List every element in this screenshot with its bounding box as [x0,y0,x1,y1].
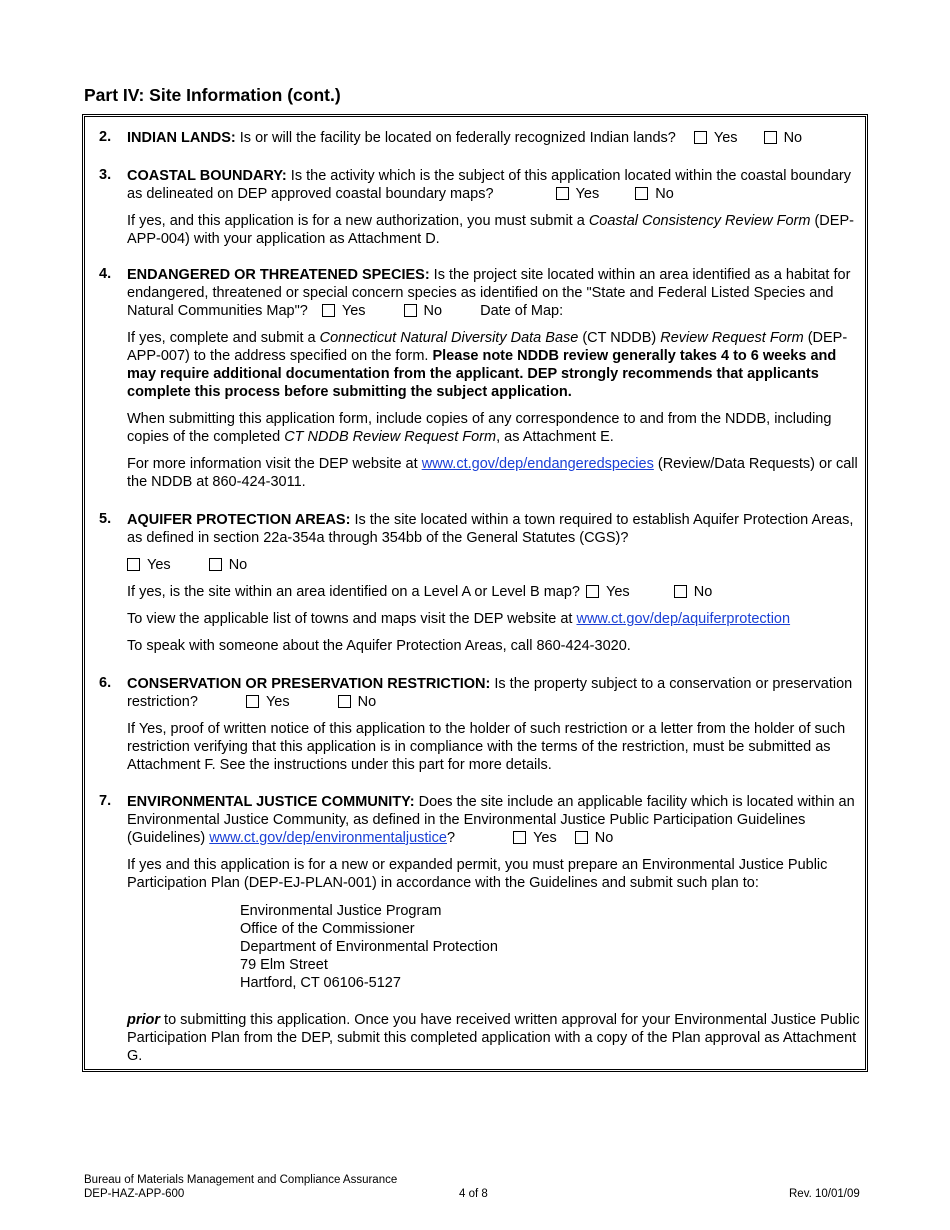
bureau-name: Bureau of Materials Management and Compliance Assurance [84,1174,398,1186]
question-number: 7. [99,793,112,809]
q5-contact: To speak with someone about the Aquifer Protection Areas, call 860-424-3020. [127,638,631,654]
level-map-question: If yes, is the site within an area identified on a Level A or Level B map? [127,584,580,600]
checkbox-icon[interactable] [322,304,335,317]
q4-yes-option[interactable]: Yes [322,302,366,320]
q6-no-option[interactable]: No [338,693,377,711]
footer-left [84,1173,397,1201]
q3-instructions: If yes, and this application is for a new authorization, you must submit a Coastal Consistency Review Form (DEP-APP-004) with your application as Attachment D. [127,213,854,247]
checkbox-icon[interactable] [246,695,259,708]
question-number: 3. [99,167,112,183]
question-text: Is or will the facility be located on federally recognized Indian lands? [235,130,676,146]
checkbox-icon[interactable] [338,695,351,708]
site-information-frame: 2. INDIAN LANDS: Is or will the facility be located on federally recognized Indian lands? Yes No 3. COASTAL BOUNDARY: Is the activity which is the subject of this application located within the coastal boundary as delineated on DEP approved coastal boundary maps? Yes No If yes, and this application is for a new authorization, you must submit a Coastal Consistency Review Form (DEP-APP-004) with your application as Attachment D. 4. ENDANGERED OR THREATENED SPECIES: Is the project site located within an area identified as a habitat for endangered, threatened or special concern species as identified on the "State and Federal Listed Species and Natural Communities Map"? Yes No Date of Map: If yes, complete and submit a Connecticut Natural Diversity Data Base (CT NDDB) Review Request Form (DEP-APP-007) to the address specified on the form. Please note NDDB review generally takes 4 to 6 weeks and may require additional documentation from the applicant. DEP strongly recommends that applicants complete this process before submitting the subject application. When submitting this application form, include copies of any correspondence to and from the NDDB, including copies of the completed CT NDDB Review Request Form, as Attachment E. For more information visit the DEP website at www.ct.gov/dep/endangeredspecies (Review/Data Requests) or call the NDDB at 860-424-3011. 5. AQUIFER PROTECTION AREAS: Is the site located within a town required to establish Aquifer Protection Areas, as defined in section 22a-354a through 354bb of the General Statutes (CGS)? Yes No If yes, is the site within an area identified on a Level A or Level B map? Yes No To view the applicable list of towns and maps visit the DEP website at www.ct.gov/dep/aquiferprotection To speak with someone about the Aquifer Protection Areas, call 860-424-3020. 6. CONSERVATION OR PRESERVATION RESTRICTION: Is the property subject to a conservation or preservation restriction? Yes No If Yes, proof of written notice of this application to the holder of such restriction or a letter from the holder of such restriction verifying that this application is in compliance with the terms of the restriction, must be submitted as Attachment F. See the instructions under this part for more details. 7. ENVIRONMENTAL JUSTICE COMMUNITY: Does the site include an applicable facility which is located within an Environmental Justice Community, as defined in the Environmental Justice Public Participation Guidelines (Guidelines) www.ct.gov/dep/environmentaljustice? Yes No If yes and this application is for a new or expanded permit, you must prepare an Environmental Justice Public Participation Plan (DEP-EJ-PLAN-001) in accordance with the Guidelines and submit such plan to: Environmental Justice Program Office of the Commissioner Department of Environmental Protection 79 Elm Street Hartford, CT 06106-5127 prior to submitting this application. Once you have received written approval for your Environmental Justice Public Participation Plan from the DEP, submit this completed application with a copy of the Plan approval as Attachment G. [82,114,868,1072]
checkbox-icon[interactable] [575,831,588,844]
checkbox-icon[interactable] [694,131,707,144]
question-number: 6. [99,675,112,691]
checkbox-icon[interactable] [586,585,599,598]
address-line: Environmental Justice Program [240,903,442,919]
question-text: Is the project site located within an area identified as a habitat for endangered, threatened or special concern species as identified on the "State and Federal Listed Species and Natural Communities Map"? [127,267,851,319]
question-number: 2. [99,129,112,145]
question-heading: ENDANGERED OR THREATENED SPECIES: [127,267,430,283]
question-heading: INDIAN LANDS: [127,130,236,146]
q2-yes-option[interactable]: Yes [694,129,738,147]
address-line: Department of Environmental Protection [240,939,498,955]
q3-yes-option[interactable]: Yes [556,185,600,203]
q4-instructions: If yes, complete and submit a Connecticut Natural Diversity Data Base (CT NDDB) Review Request Form (DEP-APP-007) to the address specified on the form. Please note NDDB review generally takes 4 to 6 weeks and may require additional documentation from the applicant. DEP strongly recommends that applicants complete this process before submitting the subject application. [127,330,848,400]
checkbox-icon[interactable] [556,187,569,200]
checkbox-icon[interactable] [404,304,417,317]
address-line: 79 Elm Street [240,957,328,973]
revision-date: Rev. 10/01/09 [789,1188,860,1200]
q7-no-option[interactable]: No [575,829,614,847]
q5-no-option[interactable]: No [209,556,248,574]
page-number: 4 of 8 [459,1188,488,1200]
question-text: Is the activity which is the subject of this application located within the coastal boundary as delineated on DEP approved coastal boundary maps? [127,168,851,202]
address-line: Office of the Commissioner [240,921,415,937]
q6-instructions: If Yes, proof of written notice of this application to the holder of such restriction or a letter from the holder of such restriction verifying that this application is in compliance with the terms of the restriction, must be submitted as Attachment F. See the instructions under this part for more details. [127,721,846,773]
question-heading: CONSERVATION OR PRESERVATION RESTRICTION: [127,676,491,692]
checkbox-icon[interactable] [513,831,526,844]
aquifer-protection-link[interactable]: www.ct.gov/dep/aquiferprotection [576,611,791,627]
q7-prior-note: prior to submitting this application. Once you have received written approval for your Environmental Justice Public Participation Plan from the DEP, submit this completed application with a copy of the Plan approval as Attachment G. [127,1012,860,1064]
q7-yes-option[interactable]: Yes [513,829,557,847]
q5-yes-option[interactable]: Yes [127,556,171,574]
q5-level-no-option[interactable]: No [674,583,713,601]
q3-no-option[interactable]: No [635,185,674,203]
checkbox-icon[interactable] [127,558,140,571]
question-text: Is the property subject to a conservation or preservation restriction? [127,676,853,710]
question-heading: AQUIFER PROTECTION AREAS: [127,512,351,528]
mailing-address [240,902,865,992]
q2-no-option[interactable]: No [764,129,803,147]
checkbox-icon[interactable] [209,558,222,571]
q5-level-yes-option[interactable]: Yes [586,583,630,601]
checkbox-icon[interactable] [674,585,687,598]
question-text: Is the site located within a town required to establish Aquifer Protection Areas, as defined in section 22a-354a through 354bb of the General Statutes (CGS)? [127,512,854,546]
q6-yes-option[interactable]: Yes [246,693,290,711]
question-number: 5. [99,511,112,527]
q4-more-info: For more information visit the DEP website at www.ct.gov/dep/endangeredspecies (Review/Data Requests) or call the NDDB at 860-424-3011. [127,456,858,490]
date-of-map-label: Date of Map: [480,303,564,319]
endangered-species-link[interactable]: www.ct.gov/dep/endangeredspecies [421,456,654,472]
part-title: Part IV: Site Information (cont.) [84,85,341,105]
question-heading: ENVIRONMENTAL JUSTICE COMMUNITY: [127,794,415,810]
q5-view-list: To view the applicable list of towns and maps visit the DEP website at www.ct.gov/dep/aquiferprotection [127,611,791,627]
q4-attachment-note: When submitting this application form, include copies of any correspondence to and from the NDDB, including copies of the completed CT NDDB Review Request Form, as Attachment E. [127,411,832,445]
environmental-justice-link[interactable]: www.ct.gov/dep/environmentaljustice [209,830,447,846]
question-number: 4. [99,266,112,282]
q4-no-option[interactable]: No [404,302,443,320]
checkbox-icon[interactable] [764,131,777,144]
address-line: Hartford, CT 06106-5127 [240,975,401,991]
q7-instructions: If yes and this application is for a new or expanded permit, you must prepare an Environmental Justice Public Participation Plan (DEP-EJ-PLAN-001) in accordance with the Guidelines and submit such plan to: [127,857,828,891]
form-id: DEP-HAZ-APP-600 [84,1188,185,1200]
question-text: Does the site include an applicable facility which is located within an Environmental Justice Community, as defined in the Environmental Justice Public Participation Guidelines (Guidelines) [127,794,855,846]
checkbox-icon[interactable] [635,187,648,200]
question-heading: COASTAL BOUNDARY: [127,168,287,184]
